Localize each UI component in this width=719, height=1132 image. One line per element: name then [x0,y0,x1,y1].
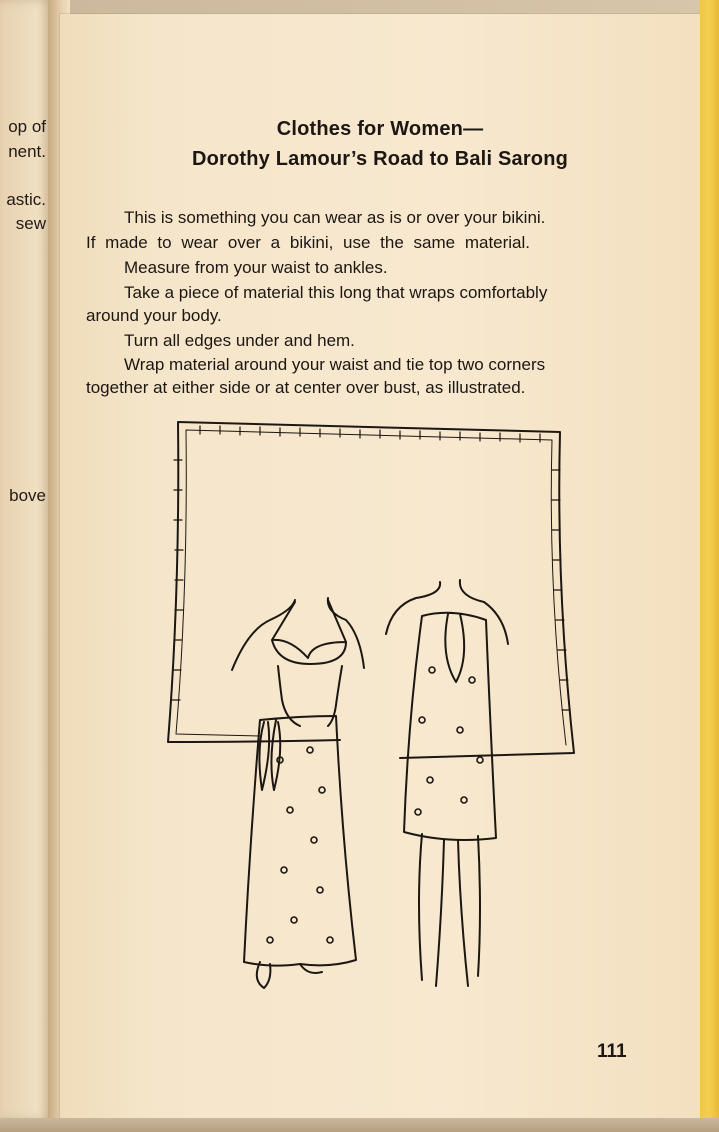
fabric-hem [176,430,566,745]
body-text-line: together at either side or at center over bust, as illustrated. [86,378,526,397]
page-number: 111 [597,1041,627,1062]
right-figure-sarong [404,613,496,840]
book-cover-edge [700,0,719,1132]
left-page-text: nent. [8,142,46,161]
fabric-stitches [172,426,570,710]
left-figure-bikini [272,600,346,664]
body-text-line: This is something you can wear as is or over your bikini. [124,208,546,227]
right-figure-legs [419,834,480,986]
page-title-line-1: Clothes for Women— [276,118,484,140]
body-text-line: Turn all edges under and hem. [124,331,355,350]
page-bottom-edge [0,1118,719,1132]
left-page [0,0,54,1120]
body-text-line: Measure from your waist to ankles. [124,258,388,277]
sarong-illustration-icon [160,420,580,1000]
page-title-line-2: Dorothy Lamour’s Road to Bali Sarong [191,148,569,170]
body-text-line: Take a piece of material this long that wraps comfortably [124,283,548,302]
left-page-text: astic. [6,190,46,209]
body-text-line: Wrap material around your waist and tie top two corners [124,355,546,374]
left-figure-sarong [244,716,356,966]
body-text-line: If made to wear over a bikini, use the same material. [86,233,531,252]
left-page-text: op of [8,117,46,136]
fabric-outline [168,422,574,758]
left-page-text: bove [9,486,46,505]
fabric-print [267,667,483,943]
body-text-line: around your body. [86,306,222,325]
left-page-text: sew [15,214,46,233]
